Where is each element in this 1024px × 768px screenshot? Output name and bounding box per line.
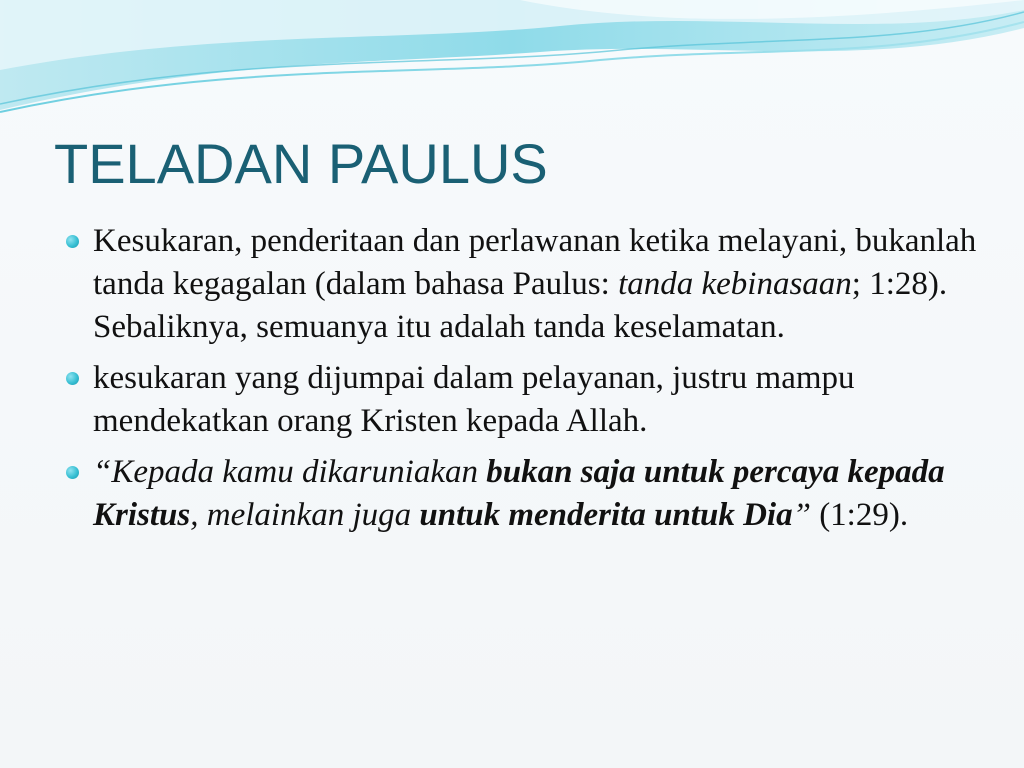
bullet-1-text-end: ; 1:28). Sebaliknya, semuanya itu adalah tanda keselamatan. bbox=[93, 266, 948, 345]
bullet-3-italic-start: “Kepada kamu dikaruniakan bbox=[93, 454, 487, 490]
bullet-3-reference: (1:29). bbox=[810, 497, 909, 533]
bullet-2-text: kesukaran yang dijumpai dalam pelayanan, justru mampu mendekatkan orang Kristen kepada Allah. bbox=[93, 360, 855, 439]
slide-title: TELADAN PAULUS bbox=[54, 132, 548, 195]
bullet-item-1 bbox=[66, 220, 986, 349]
bullet-list bbox=[66, 220, 986, 545]
round-bullet-icon bbox=[66, 466, 79, 479]
bullet-3-italic-mid: , melainkan juga bbox=[190, 497, 420, 533]
bullet-3-bold-1: bukan saja untuk percaya kepada Kristus bbox=[93, 454, 945, 533]
bullet-1-italic: tanda kebinasaan bbox=[618, 266, 852, 302]
bullet-3-bold-2: untuk menderita untuk Dia bbox=[419, 497, 793, 533]
bullet-1-text: Kesukaran, penderitaan dan perlawanan ketika melayani, bukanlah tanda kegagalan (dalam bahasa Paulus: bbox=[93, 223, 977, 302]
wave-decoration bbox=[0, 0, 1024, 120]
bullet-item-2 bbox=[66, 357, 986, 443]
bullet-item-3 bbox=[66, 451, 986, 537]
round-bullet-icon bbox=[66, 235, 79, 248]
bullet-3-close-quote: ” bbox=[792, 497, 811, 533]
round-bullet-icon bbox=[66, 372, 79, 385]
